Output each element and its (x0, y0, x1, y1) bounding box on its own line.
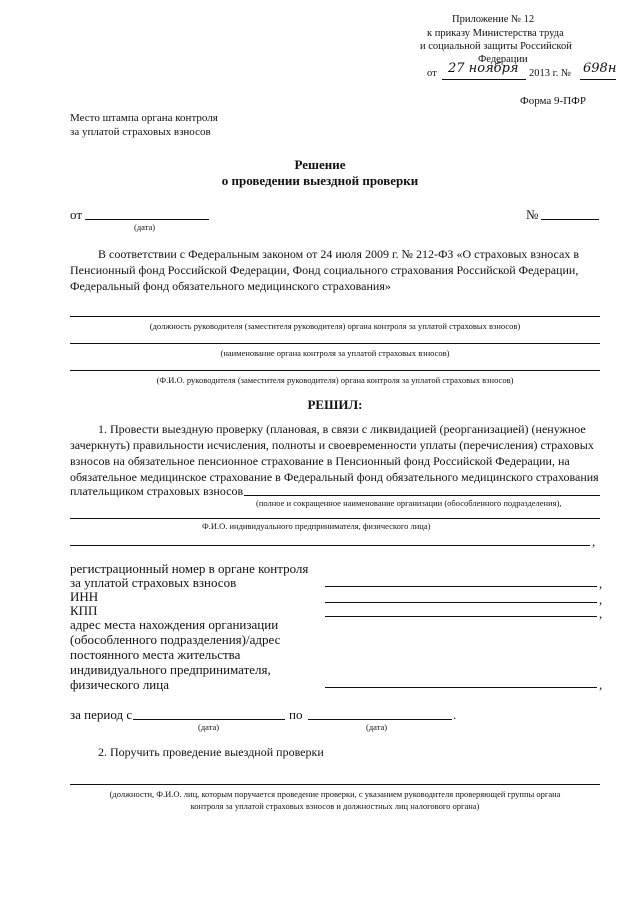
appendix-line-1: Приложение № 12 (452, 14, 535, 25)
item2-text: 2. Поручить проведение выездной проверки (98, 745, 324, 759)
address-label-4: индивидуального предпринимателя, (70, 662, 271, 677)
payer-name-field[interactable] (244, 495, 600, 496)
from-label: от (70, 207, 83, 222)
reg-number-comma: , (599, 576, 603, 591)
period-to-field[interactable] (308, 719, 452, 720)
stamp-line-1: Место штампа органа контроля (70, 112, 218, 124)
position-caption: (должность руководителя (заместителя руководителя) органа контроля за уплатой страховых взносов) (149, 321, 521, 331)
address-label-5: физического лица (70, 677, 169, 692)
item1-line-2: зачеркнуть) правильности исчисления, полноты и своевременности уплаты (перечисления) страховых (70, 438, 594, 452)
stamp-line-2: за уплатой страховых взносов (70, 126, 211, 138)
intro-line-2: Пенсионный фонд Российской Федерации, Фонд социального страхования Российской Федерации, (70, 263, 579, 277)
appendix-number-line (580, 79, 616, 80)
period-to-label: по (289, 707, 303, 722)
title-line-2: о проведении выездной проверки (221, 173, 419, 188)
reg-number-label-2: за уплатой страховых взносов (70, 575, 237, 590)
title-line-1: Решение (294, 157, 346, 172)
form-code: Форма 9-ПФР (520, 95, 586, 107)
appendix-line-2: к приказу Министерства труда (427, 28, 564, 39)
period-from-field[interactable] (133, 719, 285, 720)
appendix-line-4: Федерации (478, 54, 528, 65)
inn-field[interactable] (325, 602, 597, 603)
inspectors-field[interactable] (70, 784, 600, 785)
reg-number-label-1: регистрационный номер в органе контроля (70, 561, 309, 576)
period-dot: . (453, 707, 457, 722)
appendix-number-handwritten: 698н (583, 61, 617, 76)
reg-number-field[interactable] (325, 586, 597, 587)
date-field[interactable] (85, 219, 209, 220)
kpp-comma: , (599, 606, 603, 621)
appendix-from-label: от (427, 68, 437, 79)
inn-comma: , (599, 592, 603, 607)
appendix-year-text: 2013 г. № (529, 68, 572, 79)
date-caption: (дата) (134, 222, 156, 232)
org-name-field[interactable] (70, 343, 600, 344)
appendix-date-line (442, 79, 526, 80)
address-label-3: постоянного места жительства (70, 647, 241, 662)
kpp-field[interactable] (325, 616, 597, 617)
org-name-caption: (наименование органа контроля за уплатой страховых взносов) (220, 348, 450, 358)
appendix-date-handwritten: 27 ноября (448, 61, 519, 76)
fio-field[interactable] (70, 370, 600, 371)
fio-caption: (Ф.И.О. руководителя (заместителя руководителя) органа контроля за уплатой страховых взносов) (156, 375, 514, 385)
address-field[interactable] (325, 687, 597, 688)
intro-line-3: Федеральный фонд обязательного медицинского страхования» (70, 279, 391, 293)
inn-label: ИНН (70, 589, 99, 604)
number-label: № (526, 207, 539, 222)
payer-comma: , (592, 534, 596, 549)
number-field[interactable] (541, 219, 599, 220)
payer-name-field-2[interactable] (70, 518, 600, 519)
kpp-label: КПП (70, 603, 98, 618)
item1-line-4: обязательное медицинское страхование в Федеральный фонд обязательного медицинского страхования (70, 470, 599, 484)
decided-heading: РЕШИЛ: (307, 397, 363, 412)
item1-line-1: 1. Провести выездную проверку (плановая, в связи с ликвидацией (реорганизацией) (ненужное (98, 422, 586, 436)
address-label-2: (обособленного подразделения)/адрес (70, 632, 281, 647)
address-label-1: адрес места нахождения организации (70, 617, 279, 632)
position-field[interactable] (70, 316, 600, 317)
payer-name-field-3[interactable] (70, 545, 590, 546)
inspectors-caption-2: контроля за уплатой страховых взносов и должностных лиц налогового органа) (190, 801, 480, 811)
period-to-caption: (дата) (366, 722, 388, 732)
item1-line-3: взносов на обязательное пенсионное страхование в Пенсионный фонд Российской Федерации, на (70, 454, 570, 468)
period-from-caption: (дата) (198, 722, 220, 732)
intro-line-1: В соответствии с Федеральным законом от 24 июля 2009 г. № 212-ФЗ «О страховых взносах в (98, 247, 580, 261)
payer-ip-caption: Ф.И.О. индивидуального предпринимателя, физического лица) (202, 521, 431, 531)
address-comma: , (599, 677, 603, 692)
period-label: за период с (70, 707, 133, 722)
payer-org-caption: (полное и сокращенное наименование организации (обособленного подразделения), (256, 498, 562, 508)
appendix-line-3: и социальной защиты Российской (420, 41, 572, 52)
inspectors-caption-1: (должности, Ф.И.О. лиц, которым поручается проведение проверки, с указанием руководителя проверяющей группы органа (109, 789, 561, 799)
item1-line-5: плательщиком страховых взносов (70, 484, 244, 498)
